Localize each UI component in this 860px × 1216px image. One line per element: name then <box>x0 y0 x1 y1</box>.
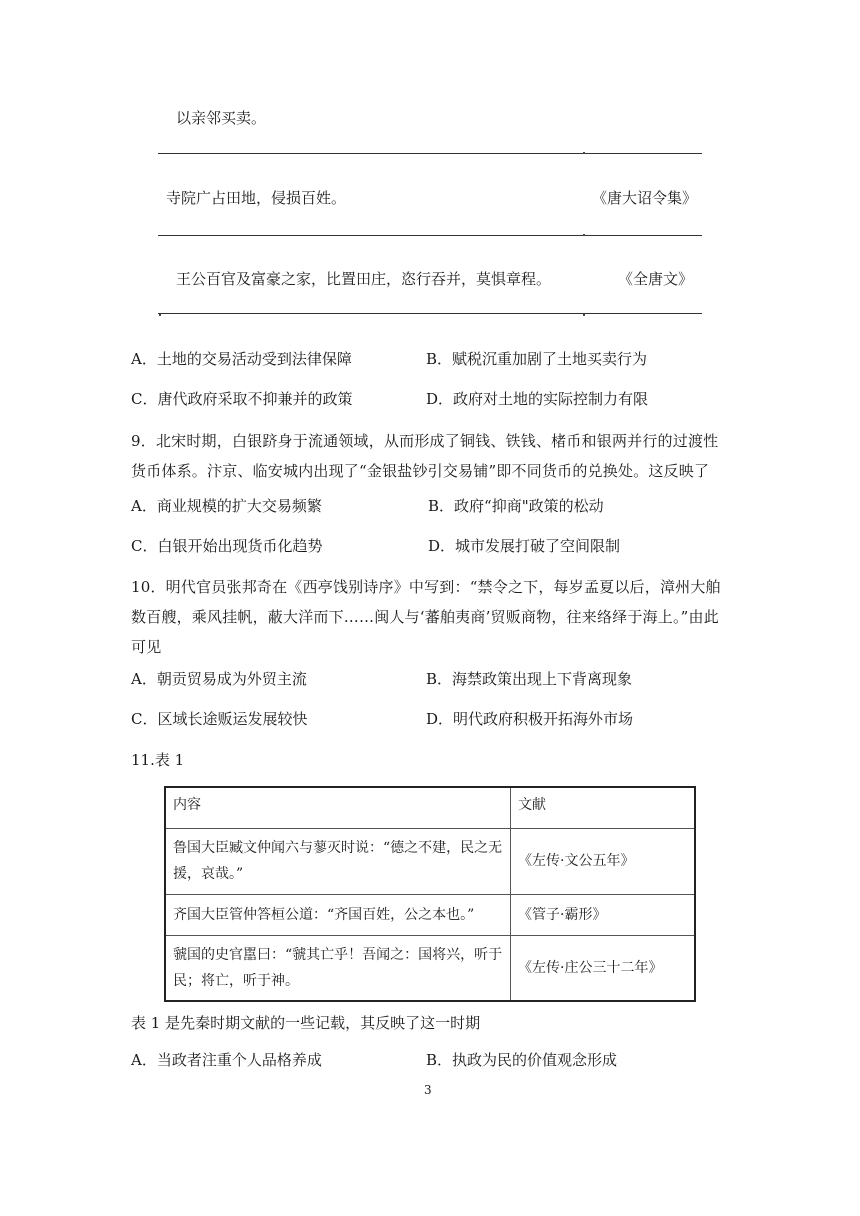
q10-option-b: B．海禁政策出现上下背离现象 <box>426 670 633 688</box>
table-rule-mark <box>159 314 161 316</box>
table-cell-source: 《管子·霸形》 <box>511 894 696 935</box>
q11-option-a: A．当政者注重个人品格养成 <box>131 1051 322 1069</box>
q8-option-a: A．土地的交易活动受到法律保障 <box>131 350 352 368</box>
table-row <box>165 828 695 894</box>
q10-stem: 10．明代官员张邦奇在《西亭饯别诗序》中写到：“禁令之下，每岁孟夏以后，漳州大舶数百艘，乘风挂帆，蔽大洋而下……闽人与‘蕃舶夷商’贸贩商物，往来络绎于海上。”由此可见 <box>131 578 721 656</box>
table-cell-source: 《左传·文公五年》 <box>511 828 696 894</box>
table-rule <box>158 313 702 314</box>
page-number: 3 <box>424 1083 432 1097</box>
q10-option-d: D．明代政府积极开拓海外市场 <box>426 710 634 728</box>
table-cell-content: 虢国的史官嚚曰：“虢其亡乎！吾闻之：国将兴，听于民；将亡，听于神。 <box>165 935 511 1001</box>
table-header-source: 文献 <box>511 787 696 828</box>
table-rule <box>158 235 702 236</box>
top-table-row1-source: 《唐大诏令集》 <box>592 189 698 207</box>
top-table-row1-text: 寺院广占田地，侵损百姓。 <box>166 189 347 207</box>
top-table-row2-text: 王公百官及富豪之家，比置田庄，恣行吞并，莫惧章程。 <box>176 270 552 288</box>
q11-label: 11.表 1 <box>131 751 185 769</box>
top-table-row2-source: 《全唐文》 <box>618 270 694 288</box>
table-cell-content: 鲁国大臣臧文仲闻六与蓼灭时说：“德之不建，民之无援，哀哉。” <box>165 828 511 894</box>
q9-option-d: D．城市发展打破了空间限制 <box>428 537 621 555</box>
top-table-row0-text: 以亲邻买卖。 <box>176 109 267 127</box>
table-row <box>165 894 695 935</box>
table-cell-source: 《左传·庄公三十二年》 <box>511 935 696 1001</box>
table-rule-mark <box>583 234 585 236</box>
table-rule-mark <box>583 314 585 316</box>
table-rule-mark <box>583 152 585 154</box>
q10-option-c: C．区域长途贩运发展较快 <box>131 710 308 728</box>
table-row <box>165 935 695 1001</box>
table-header-content: 内容 <box>165 787 511 828</box>
q9-option-c: C．白银开始出现货币化趋势 <box>131 537 323 555</box>
q8-option-b: B．赋税沉重加剧了土地买卖行为 <box>426 350 648 368</box>
q10-option-a: A．朝贡贸易成为外贸主流 <box>131 670 307 688</box>
q8-option-d: D．政府对土地的实际控制力有限 <box>426 390 649 408</box>
table-rule <box>158 153 702 154</box>
table-header-row <box>165 787 695 828</box>
q9-stem: 9．北宋时期，白银跻身于流通领域，从而形成了铜钱、铁钱、楮币和银两并行的过渡性货币体系。汴京、临安城内出现了“金银盐钞引交易铺”即不同货币的兑换处。这反映了 <box>131 432 719 480</box>
q11-table <box>164 786 696 1002</box>
q11-option-b: B．执政为民的价值观念形成 <box>426 1051 618 1069</box>
q9-option-b: B．政府“抑商"政策的松动 <box>428 497 604 515</box>
q8-option-c: C．唐代政府采取不抑兼并的政策 <box>131 390 353 408</box>
table-cell-content: 齐国大臣管仲答桓公道：“齐国百姓，公之本也。” <box>165 894 511 935</box>
q11-stem: 表 1 是先秦时期文献的一些记载，其反映了这一时期 <box>131 1014 481 1032</box>
q9-option-a: A．商业规模的扩大交易频繁 <box>131 497 322 515</box>
